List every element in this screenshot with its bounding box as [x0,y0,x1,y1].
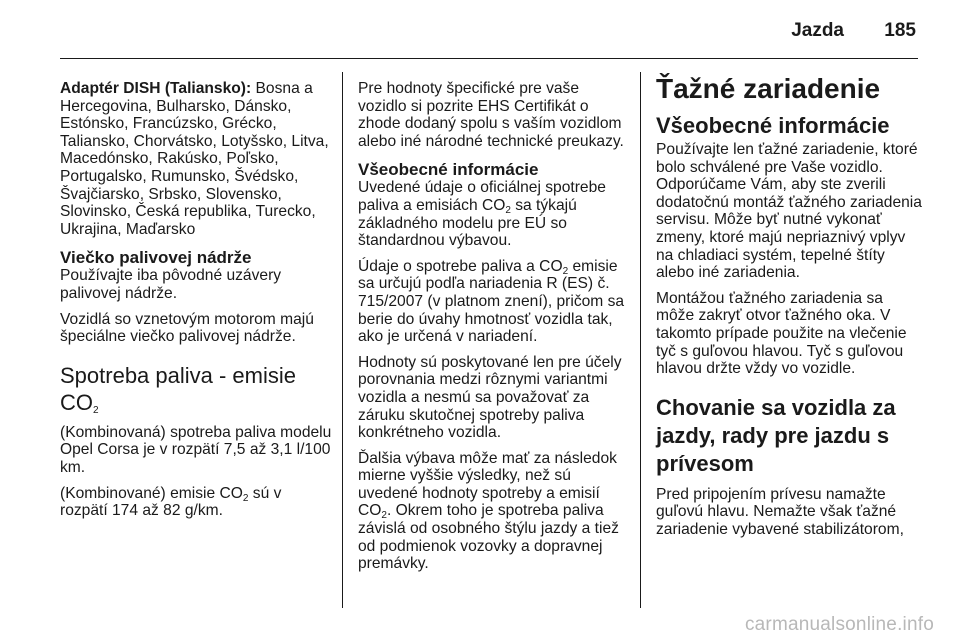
page-number: 185 [884,20,916,41]
general-info-text-3: Hodnoty sú poskytované len pre účely porovnania medzi rôznymi variantmi vozidla a nesmú sa považovať za záruku skutočnej spotreby paliva konkrétneho vozidla. [358,353,622,442]
towing-text-2: Montážou ťažného zariadenia sa môže zakryť otvor ťažného oka. V takomto prípade použite na vlečenie tyč s guľovou hlavou. Tyč s guľovou hlavou držte vždy vo vozidle. [656,289,907,378]
towing-text-1: Používajte len ťažné zariadenie, ktoré bolo schválené pre Vaše vozidlo. Odporúčame Vám, aby ste zverili dodatočnú montáž ťažného zariadenia servisu. Môže byť nutné vykonať zmeny, ktoré majú nepriaznivý vplyv na chladiaci systém, tepelné štíty alebo iné zariadenia. [656,141,922,282]
general-info-text-1: Uvedené údaje o oficiálnej spotrebe paliva a emisiách $CO_2$ sa týkajú základného modelu pre EÚ so štandardnou výbavou. [358,179,606,250]
adapter-countries: Bosna a Hercegovina, Bulharsko, Dánsko, Estónsko, Francúzsko, Grécko, Taliansko, Chorvátsko, Lotyšsko, Litva, Macedónsko, Rakúsko, Poľsko, Portugalsko, Rumunsko, Švédsko, Švajčiarsko, Srbsko, Slovensko, Slovinsko, Česká republika, Turecko, Ukrajina, Maďarsko [60,80,329,238]
fuel-cap-text-1: Používajte iba pôvodné uzávery palivovej nádrže. [60,267,282,302]
column-3 [656,72,924,539]
towing-heading: Ťažné zariadenie [656,73,881,104]
emissions-text: (Kombinované) emisie $CO_2$ sú v rozpätí 174 až 82 g/km. [60,484,282,520]
fuel-cap-text-2: Vozidlá so vznetovým motorom majú špeciálne viečko palivovej nádrže. [60,310,314,346]
combined-consumption-text: (Kombinovaná) spotreba paliva modelu Opel Corsa je v rozpätí 7,5 až 3,1 l/100 km. [60,423,332,476]
towing-general-heading: Všeobecné informácie [656,113,890,138]
column-2 [358,80,630,581]
column-divider-1 [342,72,343,608]
general-info-text-2: Údaje o spotrebe paliva a $CO_2$ emisie sa určujú podľa nariadenia R (ES) č. 715/2007 (v platnom znení), pričom sa berie do úvahy hmotnosť vozidla tak, ako je určená v nariadení. [358,257,625,346]
driving-behaviour-heading: Chovanie sa vozidla za jazdy, rady pre jazdu s prívesom [656,394,896,476]
certificate-text: Pre hodnoty špecifické pre vaše vozidlo si pozrite EHS Certifikát o zhode dodaný spolu s vaším vozidlom alebo iné národné technické preukazy. [358,80,624,150]
adapter-label: Adaptér DISH (Taliansko): [60,80,252,97]
general-info-text-4: Ďalšia výbava môže mať za následok mierne vyššie výsledky, než sú uvedené hodnoty spotreby a emisií $CO_2$. Okrem toho je spotreba paliva závislá od osobného štýlu jazdy a tiež od podmienok vozovky a dopravnej premávky. [358,449,619,573]
fuel-cap-heading: Viečko palivovej nádrže [60,248,252,268]
general-info-heading: Všeobecné informácie [358,160,539,180]
header-rule [60,58,918,59]
section-title: Jazda [791,20,844,41]
column-1 [60,80,332,528]
adapter-paragraph [60,80,332,238]
consumption-heading: Spotreba paliva - emisie $CO_2$ [60,362,297,416]
driving-behaviour-text: Pred pripojením prívesu namažte guľovú hlavu. Nemažte však ťažné zariadenie vybavené stabilizátorom, [656,485,904,538]
column-divider-2 [640,72,641,608]
watermark: carmanualsonline.info [744,614,934,635]
page-header [0,0,960,58]
